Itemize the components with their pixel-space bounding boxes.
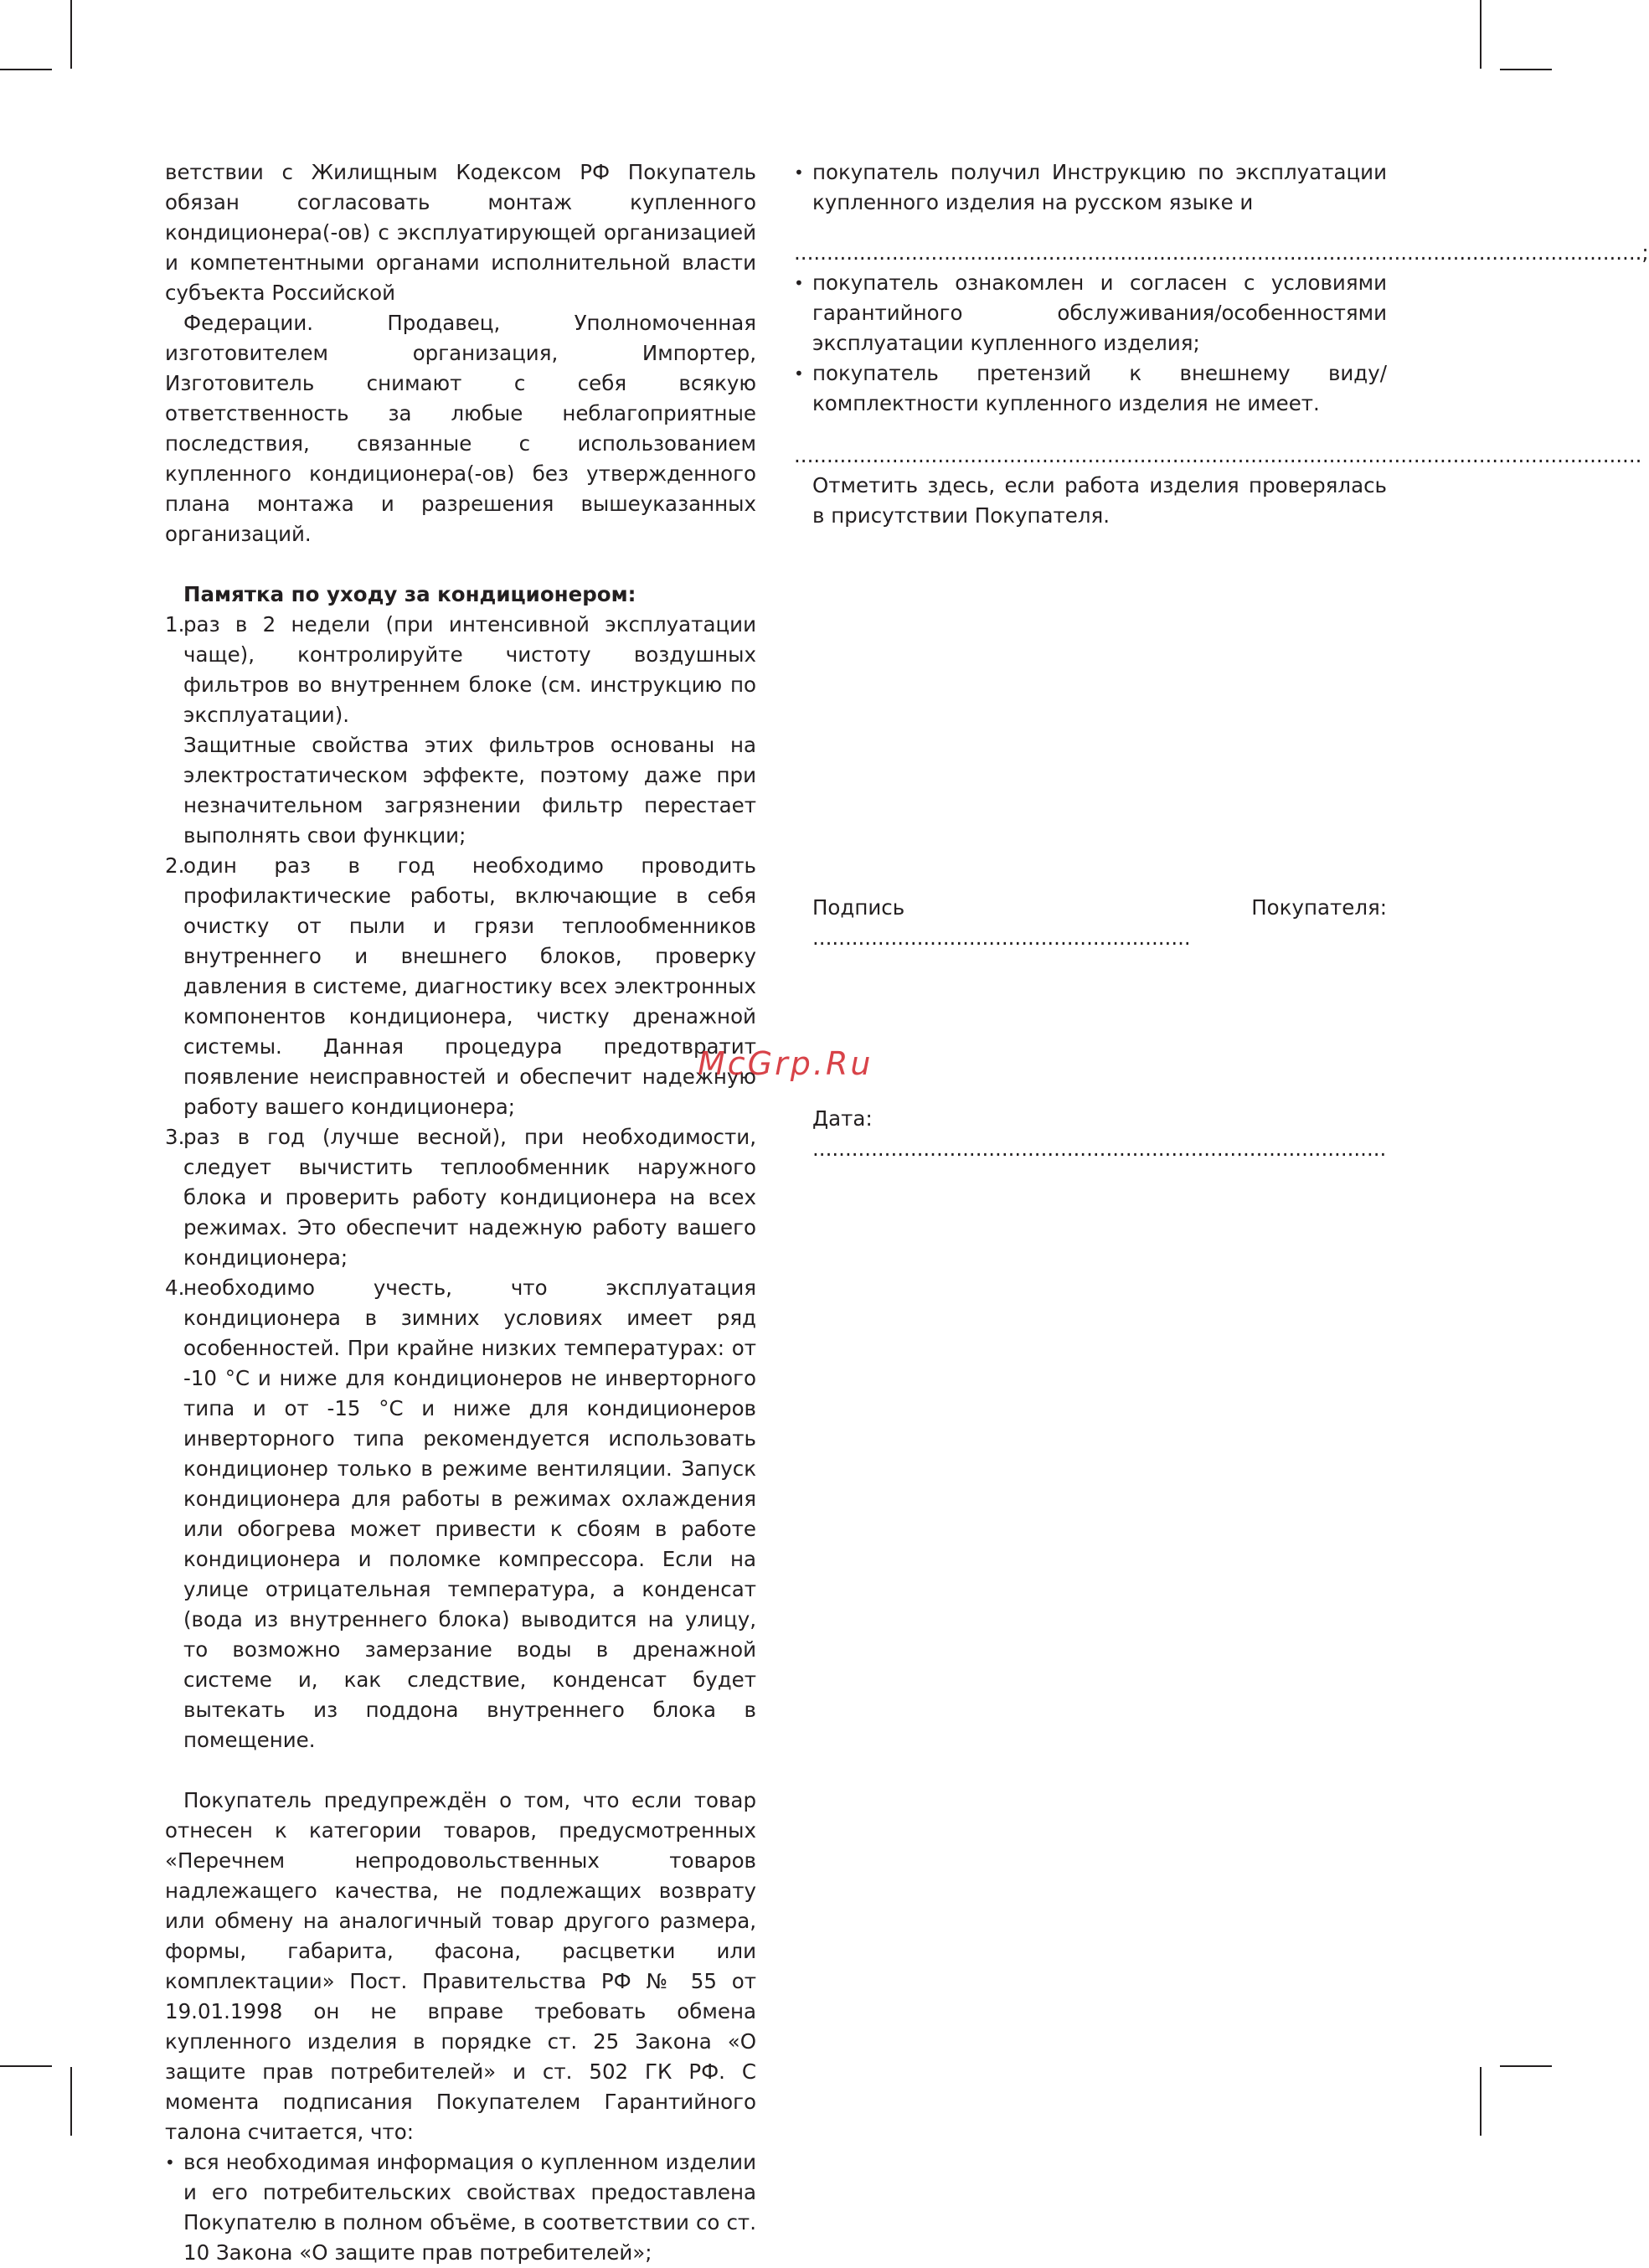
- list-item: 2. один раз в год необходимо проводить профилактические работы, включающие в себя очистку от пыли и грязи теплообменников внутреннего и внешнего блоков, проверку давления в системе, диагностику всех электронных компонентов кондиционера, чистку дренажной системы. Данная процедура предотвратит появление неисправностей и обеспечит надежную работу вашего кондиционера;: [165, 853, 756, 1119]
- list-item: 3. раз в год (лучше весной), при необходимости, следует вычистить теплообменник наружного блока и проверить работу кондиционера на всех режимах. Это обеспечит надежную работу вашего кондиционера;: [165, 1125, 756, 1270]
- crop-mark: [1480, 2067, 1482, 2136]
- care-heading: Памятка по уходу за кондиционером:: [183, 582, 636, 606]
- fill-in-line[interactable]: ..................................................................................................................................;: [794, 240, 1649, 265]
- list-item: 1. раз в 2 недели (при интенсивной эксплуатации чаще), контролируйте чистоту воздушных фильтров во внутреннем блоке (см. инструкцию по эксплуатации). Защитные свойства этих фильтров основаны на электростатическом эффекте, поэтому даже при незначительном загрязнении фильтр перестает выполнять свои функции;: [165, 612, 756, 848]
- federation-paragraph: Федерации. Продавец, Уполномоченная изготовителем организация, Импортер, Изготовитель снимают с себя всякую ответственность за любые неблагоприятные последствия, связанные с использованием купленного кондиционера(-ов) без утвержденного плана монтажа и разрешения вышеуказанных организаций.: [165, 311, 756, 546]
- crop-mark: [70, 0, 72, 69]
- acceptance-bullets: [794, 157, 1387, 218]
- crop-mark: [70, 2067, 72, 2136]
- crop-mark: [1500, 69, 1552, 70]
- list-item: • покупатель претензий к внешнему виду/комплектности купленного изделия не имеет.: [794, 358, 1387, 419]
- crop-mark: [0, 69, 52, 70]
- list-item: 4. необходимо учесть, что эксплуатация кондиционера в зимних условиях имеет ряд особенностей. При крайне низких температурах: от -10 °С и ниже для кондиционеров не инверторного типа и от -15 °С и ниже для кондиционеров инверторного типа рекомендуется использовать кондиционер только в режиме вентиляции. Запуск кондиционера для работы в режимах охлаждения или обогрева может привести к сбоям в работе кондиционера и поломке компрессора. Если на улице отрицательная температура, а конденсат (вода из внутреннего блока) выводится на улицу, то возможно замерзание воды в дренажной системе и, как следствие, конденсат будет вытекать из поддона внутреннего блока в помещение.: [165, 1276, 756, 1752]
- right-column: [794, 157, 1649, 1164]
- date-field[interactable]: Дата: ........................................................................................: [812, 1106, 1387, 1161]
- intro-paragraph: ветствии с Жилищным Кодексом РФ Покупатель обязан согласовать монтаж купленного кондиционера(-ов) с эксплуатирующей организацией и компетентными органами исполнительной власти субъекта Российской: [165, 160, 756, 305]
- list-item: • покупатель получил Инструкцию по эксплуатации купленного изделия на русском языке и: [794, 157, 1387, 218]
- buyer-bullets: [165, 2147, 756, 2268]
- check-note: Отметить здесь, если работа изделия проверялась в присутствии Покупателя.: [812, 473, 1387, 528]
- crop-mark: [1500, 2065, 1552, 2067]
- crop-mark: [1480, 0, 1482, 69]
- check-line[interactable]: ..................................................................................................................................: [794, 443, 1642, 467]
- acceptance-bullets-2: [794, 268, 1387, 419]
- left-column: [165, 157, 756, 2268]
- buyer-paragraph: Покупатель предупреждён о том, что если товар отнесен к категории товаров, предусмотренных «Перечнем непродовольственных товаров надлежащего качества, не подлежащих возврату или обмену на аналогичный товар другого размера, формы, габарита, фасона, расцветки или комплектации» Пост. Правительства РФ № 55 от 19.01.1998 он не вправе требовать обмена купленного изделия в порядке ст. 25 Закона «О защите прав потребителей» и ст. 502 ГК РФ. С момента подписания Покупателем Гарантийного талона считается, что:: [165, 1788, 756, 2144]
- list-item: • вся необходимая информация о купленном изделии и его потребительских свойствах предоставлена Покупателю в полном объёме, в соответствии со ст. 10 Закона «О защите прав потребителей»;: [165, 2147, 756, 2268]
- watermark: McGrp.Ru: [698, 1045, 873, 1082]
- care-list: [165, 610, 756, 1755]
- signature-field[interactable]: Подпись Покупателя: ..........................................................: [812, 895, 1387, 950]
- crop-mark: [0, 2065, 52, 2067]
- list-item: • покупатель ознакомлен и согласен с условиями гарантийного обслуживания/особенностями эксплуатации купленного изделия;: [794, 268, 1387, 358]
